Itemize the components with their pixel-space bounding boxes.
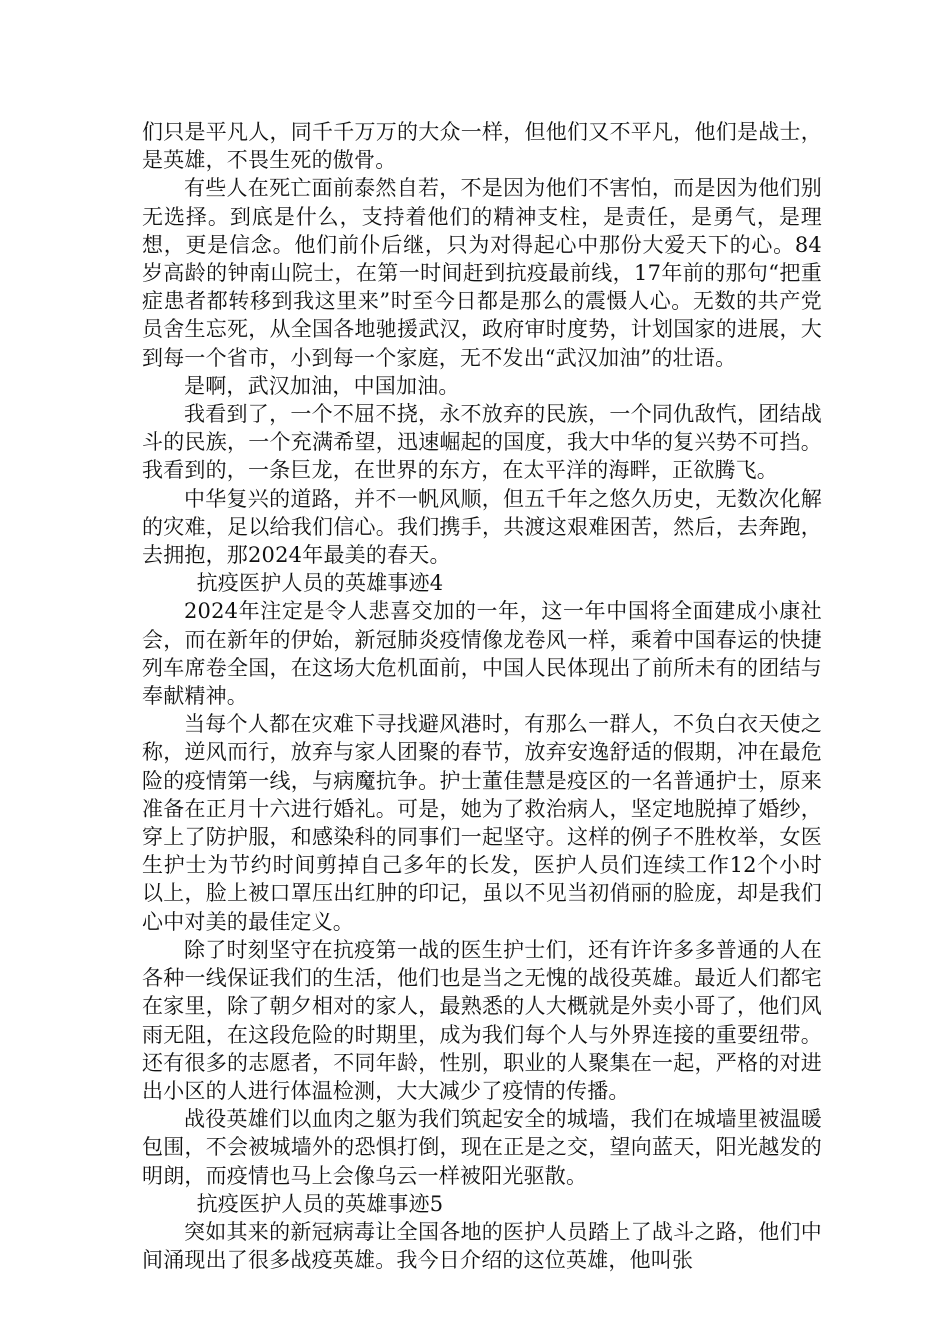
- paragraph-9: 战役英雄们以血肉之躯为我们筑起安全的城墙，我们在城墙里被温暖包围，不会被城墙外的恐惧打倒，现在正是之交，望向蓝天，阳光越发的明朗，而疫情也马上会像乌云一样被阳光驱散。: [142, 1107, 822, 1188]
- paragraph-6: 2024年注定是令人悲喜交加的一年，这一年中国将全面建成小康社会，而在新年的伊始，新冠肺炎疫情像龙卷风一样，乘着中国春运的快捷列车席卷全国，在这场大危机面前，中国人民体现出了前所未有的团结与奉献精神。: [142, 599, 822, 709]
- paragraph-1: 们只是平凡人，同千千万万的大众一样，但他们又不平凡，他们是战士，是英雄，不畏生死的傲骨。: [142, 120, 822, 173]
- section-heading-4: 抗疫医护人员的英雄事迹4: [196, 571, 444, 596]
- paragraph-5: 中华复兴的道路，并不一帆风顺，但五千年之悠久历史，无数次化解的灾难，足以给我们信心。我们携手，共渡这艰难困苦，然后，去奔跑，去拥抱，那2024年最美的春天。: [142, 486, 822, 568]
- document-page: [142, 118, 822, 1274]
- paragraph-3: 是啊，武汉加油，中国加油。: [184, 373, 460, 398]
- paragraph-4: 我看到了，一个不屈不挠，永不放弃的民族，一个同仇敌忾，团结战斗的民族，一个充满希望，迅速崛起的国度，我大中华的复兴势不可挡。我看到的，一条巨龙，在世界的东方，在太平洋的海畔，正欲腾飞。: [142, 402, 822, 483]
- section-heading-5: 抗疫医护人员的英雄事迹5: [196, 1191, 444, 1216]
- paragraph-8: 除了时刻坚守在抗疫第一战的医生护士们，还有许许多多普通的人在各种一线保证我们的生活，他们也是当之无愧的战役英雄。最近人们都宅在家里，除了朝夕相对的家人，最熟悉的人大概就是外卖小哥了，他们风雨无阻，在这段危险的时期里，成为我们每个人与外界连接的重要纽带。还有很多的志愿者，不同年龄，性别，职业的人聚集在一起，严格的对进出小区的人进行体温检测，大大减少了疫情的传播。: [142, 937, 822, 1103]
- paragraph-2: 有些人在死亡面前泰然自若，不是因为他们不害怕，而是因为他们别无选择。到底是什么，支持着他们的精神支柱，是责任，是勇气，是理想，更是信念。他们前仆后继，只为对得起心中那份大爱天下的心。84岁高龄的钟南山院士，在第一时间赶到抗疫最前线，17年前的那句“把重症患者都转移到我这里来”时至今日都是那么的震慑人心。无数的共产党员舍生忘死，从全国各地驰援武汉，政府审时度势，计划国家的进展，大到每一个省市，小到每一个家庭，无不发出“武汉加油”的壮语。: [142, 176, 822, 370]
- paragraph-10: 突如其来的新冠病毒让全国各地的医护人员踏上了战斗之路，他们中间涌现出了很多战疫英雄。我今日介绍的这位英雄，他叫张: [142, 1219, 822, 1273]
- paragraph-7: 当每个人都在灾难下寻找避风港时，有那么一群人，不负白衣天使之称，逆风而行，放弃与家人团聚的春节，放弃安逸舒适的假期，冲在最危险的疫情第一线，与病魔抗争。护士董佳慧是疫区的一名普通护士，原来准备在正月十六进行婚礼。可是，她为了救治病人，坚定地脱掉了婚纱，穿上了防护服，和感染科的同事们一起坚守。这样的例子不胜枚举，女医生护士为节约时间剪掉自己多年的长发，医护人员们连续工作12个小时以上，脸上被口罩压出红肿的印记，虽以不见当初俏丽的脸庞，却是我们心中对美的最佳定义。: [142, 712, 822, 934]
